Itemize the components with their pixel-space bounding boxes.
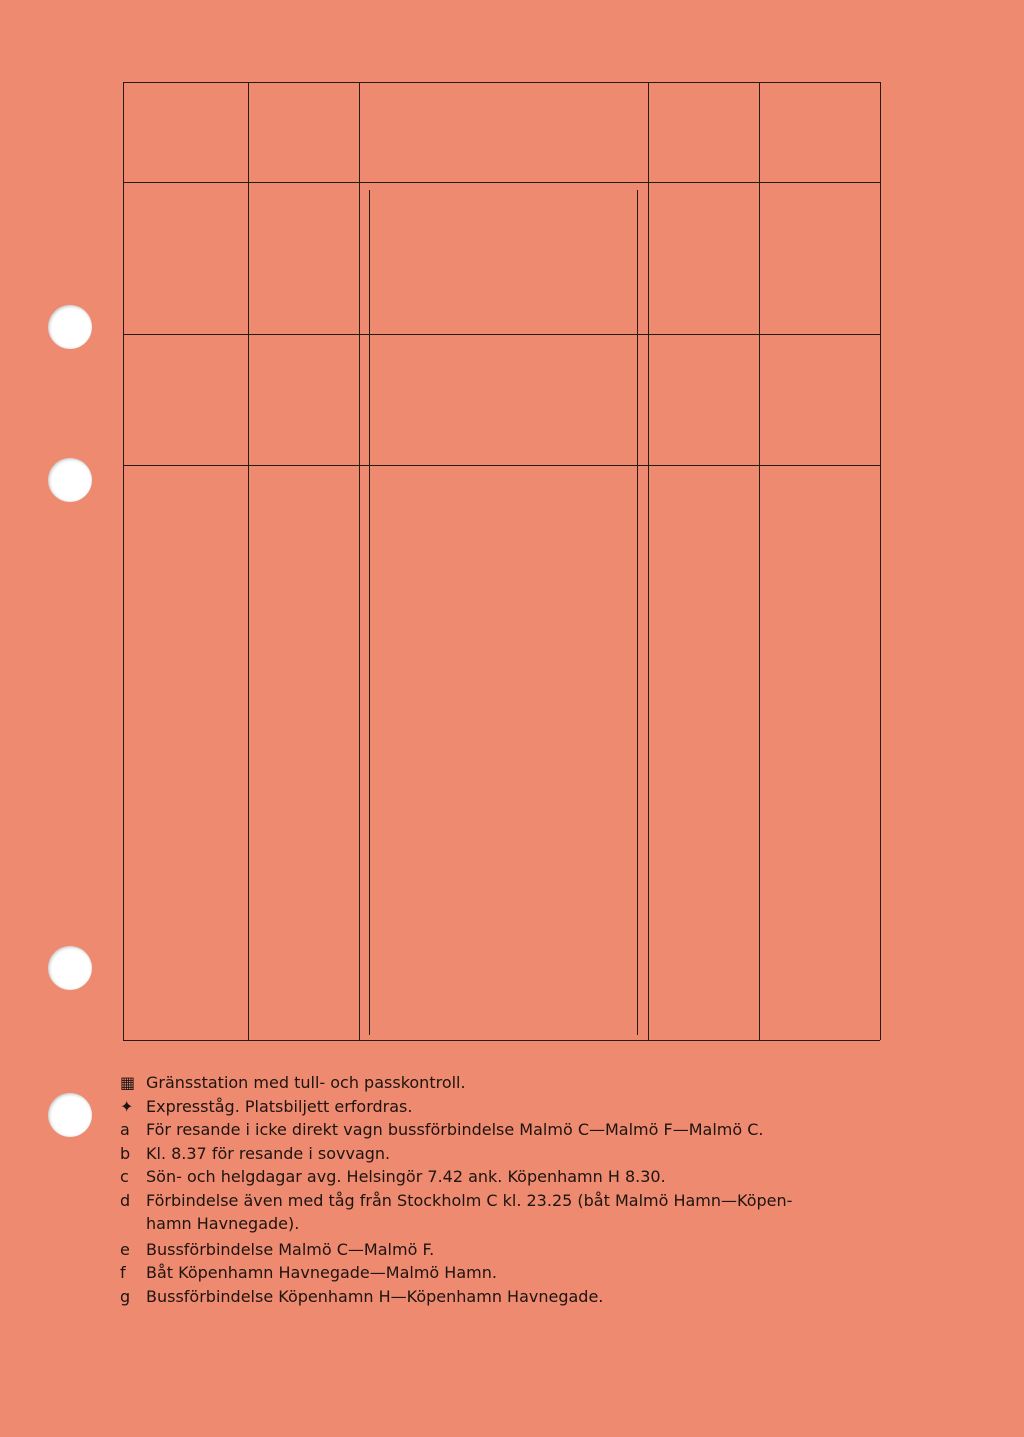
footnote-row <box>120 1072 466 1094</box>
hl-hdr <box>123 182 880 183</box>
footnote-text: Kl. 8.37 för resande i sovvagn. <box>146 1143 391 1163</box>
footnote-key: g <box>120 1286 131 1306</box>
footnote-text: För resande i icke direkt vagn bussförbindelse Malmö C—Malmö F—Malmö C. <box>146 1120 764 1139</box>
route-line-left <box>369 190 370 1035</box>
footnote-text: hamn Havnegade). <box>146 1214 300 1233</box>
footnote-text: Förbindelse även med tåg från Stockholm C kl. 23.25 (båt Malmö Hamn—Köpen- <box>146 1190 793 1210</box>
vl-2 <box>359 82 360 1040</box>
footnote-text: Sön- och helgdagar avg. Helsingör 7.42 ank. Köpenhamn H 8.30. <box>146 1167 666 1186</box>
punch-hole-2 <box>48 458 92 502</box>
punch-hole-1 <box>48 305 92 349</box>
footnote-row <box>120 1143 390 1165</box>
footnote-row <box>120 1213 299 1235</box>
vl-4 <box>759 82 760 1040</box>
vl-0 <box>123 82 124 1040</box>
footnote-key: d <box>120 1190 131 1210</box>
footnote-text: Båt Köpenhamn Havnegade—Malmö Hamn. <box>146 1263 497 1282</box>
footnote-key: e <box>120 1239 130 1259</box>
footnote-row <box>120 1096 412 1118</box>
footnote-row <box>120 1119 763 1141</box>
footnote-row <box>120 1286 603 1308</box>
punch-hole-4 <box>48 1093 92 1137</box>
hl-bottom <box>123 1040 880 1041</box>
footnote-row <box>120 1166 666 1188</box>
hl-s2 <box>123 465 880 466</box>
hl-s1 <box>123 334 880 335</box>
footnote-text: Expresståg. Platsbiljett erfordras. <box>146 1096 413 1116</box>
footnote-key: b <box>120 1143 131 1163</box>
vl-5 <box>880 82 881 1040</box>
footnote-key: ✦ <box>120 1096 134 1116</box>
footnote-row <box>120 1190 792 1212</box>
vl-1 <box>248 82 249 1040</box>
punch-hole-3 <box>48 946 92 990</box>
footnote-text: Gränsstation med tull- och passkontroll. <box>146 1073 466 1092</box>
footnote-key: ▦ <box>120 1073 136 1092</box>
footnote-text: Bussförbindelse Malmö C—Malmö F. <box>146 1239 435 1259</box>
hl-top <box>123 82 880 83</box>
footnote-key: f <box>120 1263 126 1282</box>
footnote-text: Bussförbindelse Köpenhamn H—Köpenhamn Havnegade. <box>146 1286 604 1306</box>
footnote-key: c <box>120 1167 129 1186</box>
vl-3 <box>648 82 649 1040</box>
footnote-row <box>120 1239 434 1261</box>
footnote-key: a <box>120 1120 130 1139</box>
footnote-row <box>120 1262 497 1284</box>
route-line-right <box>637 190 638 1035</box>
timetable <box>123 82 880 1040</box>
